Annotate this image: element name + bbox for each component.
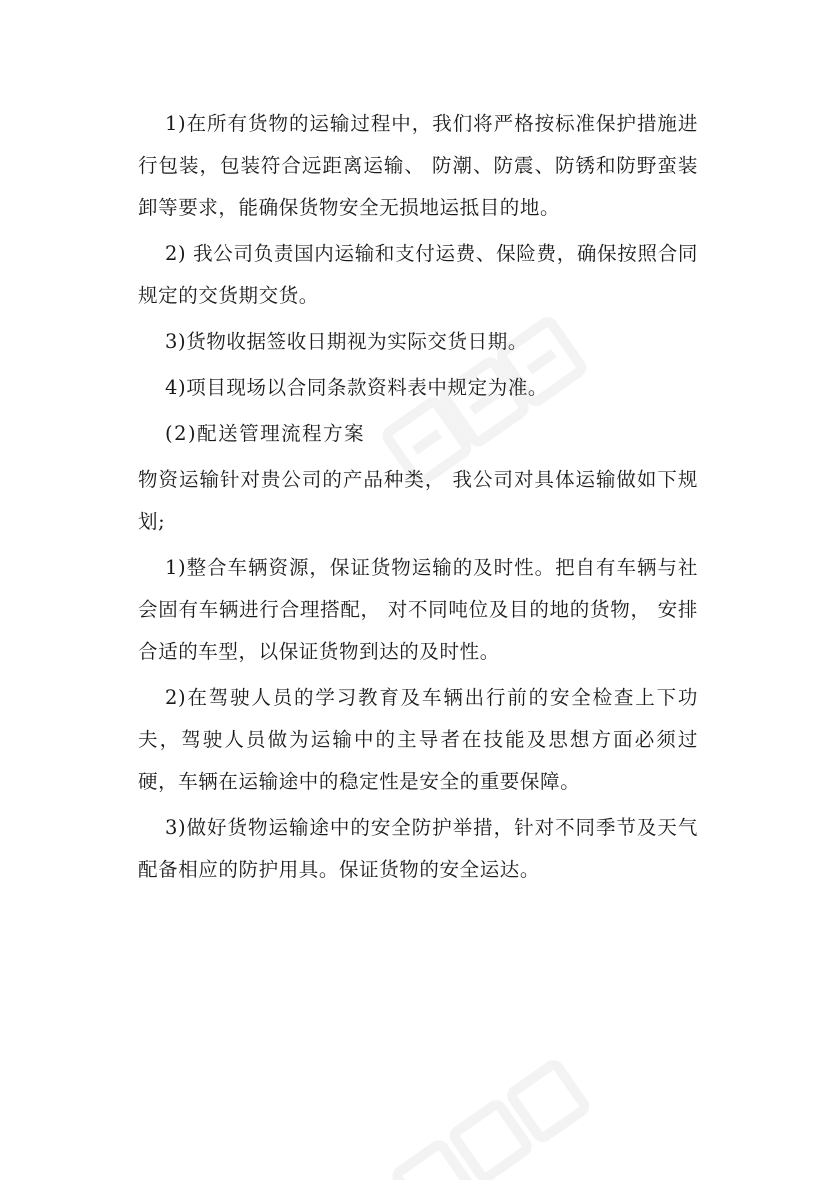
paragraph-vehicle-resources: 1)整合车辆资源，保证货物运输的及时性。把自有车辆与社会固有车辆进行合理搭配， 对不同吨位及目的地的货物， 安排合适的车型，以保证货物到达的及时性。 — [138, 556, 698, 663]
paragraph-transport-cost: 2) 我公司负责国内运输和支付运费、保险费，确保按照合同规定的交货期交货。 — [138, 242, 698, 307]
section-heading: (2)配送管理流程方案 — [165, 422, 366, 445]
document-body — [138, 103, 698, 895]
paragraph-delivery-date: 3)货物收据签收日期视为实际交货日期。 — [165, 330, 528, 353]
paragraph-driver-training: 2)在驾驶人员的学习教育及车辆出行前的安全检查上下功夫，驾驶人员做为运输中的主导者在技能及思想方面必须过硬，车辆在运输途中的稳定性是安全的重要保障。 — [138, 686, 698, 793]
watermark-logo-icon — [380, 1040, 620, 1180]
paragraph-project-site: 4)项目现场以合同条款资料表中规定为准。 — [165, 376, 549, 399]
paragraph-transport-plan: 物资运输针对贵公司的产品种类， 我公司对具体运输做如下规划; — [138, 468, 698, 533]
paragraph-safety-measures: 3)做好货物运输途中的安全防护举措，针对不同季节及天气配备相应的防护用具。保证货物的安全运达。 — [138, 816, 698, 881]
paragraph-packaging: 1)在所有货物的运输过程中，我们将严格按标准保护措施进行包装，包装符合远距离运输、 防潮、防震、防锈和防野蛮装卸等要求，能确保货物安全无损地运抵目的地。 — [138, 112, 698, 219]
